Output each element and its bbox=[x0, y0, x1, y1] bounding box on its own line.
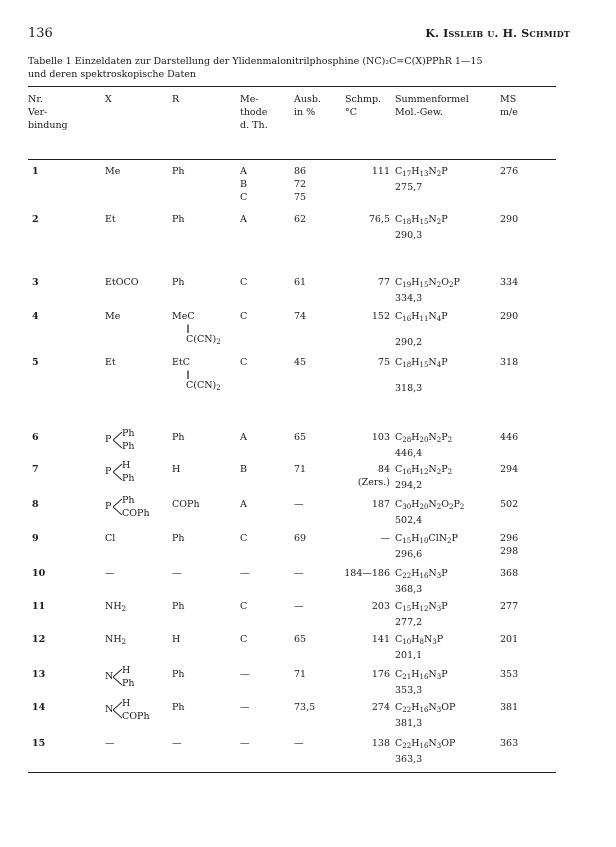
cell-line: 103 bbox=[371, 432, 390, 443]
cell-x bbox=[105, 697, 165, 723]
table-top-rule bbox=[28, 86, 556, 87]
bond-line bbox=[113, 440, 122, 448]
bond-line bbox=[113, 702, 122, 710]
cell-line: 502,4 bbox=[395, 515, 423, 526]
cell-schmp bbox=[372, 431, 390, 444]
cell-line: $C_{18}H_{15}N_4P$ bbox=[395, 357, 448, 369]
cell-ausb bbox=[294, 310, 306, 323]
cell-line: 75 bbox=[377, 357, 390, 368]
cell-line: 138 bbox=[371, 738, 390, 749]
cell-line: — bbox=[172, 738, 182, 749]
cell-line: $C(CN)_2$ bbox=[186, 334, 221, 346]
cell-me bbox=[240, 213, 247, 226]
cell-nr: 8 bbox=[32, 499, 39, 510]
cell-x: Me bbox=[105, 311, 121, 322]
cell-nr: 15 bbox=[32, 738, 46, 749]
cell-schmp bbox=[378, 356, 390, 369]
cell-line: 290,2 bbox=[395, 337, 423, 348]
cell-line: 334,3 bbox=[395, 293, 423, 304]
branch-lower: COPh bbox=[122, 508, 150, 519]
cell-schmp bbox=[372, 310, 390, 323]
cell-ms bbox=[500, 463, 518, 476]
cell-line: A bbox=[240, 166, 247, 177]
cell-line: — bbox=[294, 738, 304, 749]
cell-line: $C_{28}H_{20}N_2P_2$ bbox=[395, 432, 453, 444]
cell-ausb bbox=[294, 213, 306, 226]
cell-formel bbox=[395, 600, 448, 629]
header-nr-line: Nr. bbox=[28, 94, 43, 105]
header-rule bbox=[28, 159, 556, 160]
cell-line: — bbox=[294, 499, 304, 510]
cell-line: $C_{15}H_{10}ClN_2P$ bbox=[395, 533, 458, 545]
cell-r bbox=[172, 737, 182, 750]
cell-line: Ph bbox=[172, 601, 185, 612]
branch-upper: Ph bbox=[122, 495, 135, 506]
cell-x: Me bbox=[105, 166, 121, 177]
cell-line: B bbox=[240, 179, 247, 190]
cell-r bbox=[172, 165, 185, 178]
cell-schmp bbox=[372, 633, 390, 646]
cell-nr: 5 bbox=[32, 357, 39, 368]
cell-line: 368,3 bbox=[395, 584, 423, 595]
cell-formel bbox=[395, 737, 455, 766]
cell-line: H bbox=[172, 634, 181, 645]
cell-x bbox=[105, 494, 165, 520]
cell-formel bbox=[395, 310, 448, 349]
header-schmp-line: °C bbox=[345, 107, 358, 118]
cell-line: 74 bbox=[294, 311, 307, 322]
branch-lower: COPh bbox=[122, 711, 150, 722]
cell-line: 353 bbox=[500, 669, 519, 680]
cell-ms bbox=[500, 633, 518, 646]
cell-line: 111 bbox=[371, 166, 390, 177]
cell-line: $C_{22}H_{16}N_3P$ bbox=[395, 568, 448, 580]
cell-formel bbox=[395, 213, 448, 242]
cell-formel bbox=[395, 668, 448, 697]
bond-line bbox=[113, 499, 122, 507]
cell-formel bbox=[395, 276, 460, 305]
bond-line bbox=[113, 472, 122, 480]
cell-line: 363,3 bbox=[395, 754, 423, 765]
cell-schmp bbox=[372, 668, 390, 681]
bond-line bbox=[113, 677, 122, 685]
cell-schmp bbox=[378, 276, 390, 289]
cell-line: 65 bbox=[294, 432, 307, 443]
cell-ausb bbox=[294, 633, 306, 646]
cell-line: — bbox=[294, 601, 304, 612]
cell-nr: 3 bbox=[32, 277, 39, 288]
cell-me bbox=[240, 463, 247, 476]
cell-line: — bbox=[380, 533, 390, 544]
cell-line: 290 bbox=[500, 214, 519, 225]
cell-line: 72 bbox=[294, 179, 307, 190]
cell-nr: 9 bbox=[32, 533, 39, 544]
cell-formel bbox=[395, 567, 448, 596]
cell-line: A bbox=[240, 499, 247, 510]
cell-line: Ph bbox=[172, 166, 185, 177]
cell-ms bbox=[500, 532, 518, 558]
header-me-line: d. Th. bbox=[240, 120, 268, 131]
cell-ausb bbox=[294, 567, 304, 580]
cell-ausb bbox=[294, 668, 306, 681]
branch-atom: N bbox=[105, 704, 114, 715]
branch-lower: Ph bbox=[122, 441, 135, 452]
cell-line: 84 bbox=[377, 464, 390, 475]
cell-line: 363 bbox=[500, 738, 519, 749]
header-r-line: R bbox=[172, 94, 180, 105]
cell-nr: 11 bbox=[32, 601, 46, 612]
cell-line: 318 bbox=[500, 357, 519, 368]
header-formel-line: Mol.-Gew. bbox=[395, 107, 443, 118]
table-bottom-rule bbox=[28, 772, 556, 773]
cell-me bbox=[240, 356, 247, 369]
cell-ausb bbox=[294, 532, 306, 545]
cell-line: $C_{18}H_{15}N_2P$ bbox=[395, 214, 448, 226]
cell-ms bbox=[500, 310, 518, 323]
header-ausb-line: Ausb. bbox=[294, 94, 321, 105]
cell-line: A bbox=[240, 432, 247, 443]
cell-x: — bbox=[105, 568, 115, 579]
bond-line bbox=[113, 710, 122, 718]
cell-schmp bbox=[344, 567, 390, 580]
cell-ms bbox=[500, 165, 518, 178]
cell-r bbox=[172, 498, 200, 511]
caption-line-2: und deren spektroskopische Daten bbox=[28, 69, 197, 80]
cell-line: 71 bbox=[294, 464, 307, 475]
cell-line: $C_{16}H_{11}N_4P$ bbox=[395, 311, 448, 323]
cell-line: Ph bbox=[172, 669, 185, 680]
table-caption bbox=[28, 55, 568, 81]
cell-line: 353,3 bbox=[395, 685, 423, 696]
cell-r bbox=[172, 276, 185, 289]
cell-x bbox=[105, 427, 165, 453]
cell-line: $C_{22}H_{16}N_3OP$ bbox=[395, 702, 456, 714]
cell-x bbox=[105, 664, 165, 690]
cell-me bbox=[240, 276, 247, 289]
cell-me bbox=[240, 633, 247, 646]
cell-line: ‖ bbox=[186, 324, 190, 333]
cell-line: (Zers.) bbox=[357, 477, 390, 488]
cell-line: $C_{19}H_{15}N_2O_2P$ bbox=[395, 277, 460, 289]
cell-me bbox=[240, 310, 247, 323]
cell-r bbox=[172, 567, 182, 580]
cell-line: MeC bbox=[172, 311, 195, 322]
cell-line: 141 bbox=[371, 634, 390, 645]
cell-ms bbox=[500, 356, 518, 369]
cell-line: 277,2 bbox=[395, 617, 423, 628]
cell-nr: 13 bbox=[32, 669, 46, 680]
branch-upper: H bbox=[122, 698, 131, 709]
cell-line: A bbox=[240, 214, 247, 225]
cell-line: C bbox=[240, 277, 248, 288]
cell-line: EtC bbox=[172, 357, 191, 368]
cell-line: C bbox=[240, 357, 248, 368]
header-nr-line: Ver- bbox=[28, 107, 48, 118]
cell-line: 296,6 bbox=[395, 549, 423, 560]
cell-x bbox=[105, 459, 165, 485]
header-ausb-line: in % bbox=[294, 107, 316, 118]
cell-line: — bbox=[240, 702, 250, 713]
header-r bbox=[172, 93, 179, 106]
cell-line: B bbox=[240, 464, 247, 475]
cell-r bbox=[172, 463, 180, 476]
cell-line: $C_{15}H_{12}N_3P$ bbox=[395, 601, 448, 613]
cell-r bbox=[172, 600, 185, 613]
header-me-line: Me- bbox=[240, 94, 259, 105]
cell-me bbox=[240, 567, 250, 580]
cell-line: $C_{10}H_8N_3P$ bbox=[395, 634, 444, 646]
cell-r bbox=[172, 356, 221, 395]
cell-nr: 14 bbox=[32, 702, 46, 713]
running-head: K. Issleib u. H. Schmidt bbox=[425, 27, 570, 40]
cell-nr: 12 bbox=[32, 634, 46, 645]
cell-formel bbox=[395, 463, 452, 492]
cell-line: 446,4 bbox=[395, 448, 423, 459]
cell-me bbox=[240, 498, 247, 511]
cell-schmp bbox=[372, 701, 390, 714]
cell-line: 290,3 bbox=[395, 230, 423, 241]
cell-ms bbox=[500, 737, 518, 750]
bond-line bbox=[113, 669, 122, 677]
cell-ms bbox=[500, 701, 518, 714]
cell-line: C bbox=[240, 533, 248, 544]
caption-line-1: Tabelle 1 Einzeldaten zur Darstellung der Ylidenmalonitrilphosphine (NC)₂C=C(X)PPhR 1—15 bbox=[28, 56, 483, 67]
branch-lower: Ph bbox=[122, 473, 135, 484]
cell-nr: 1 bbox=[32, 166, 39, 177]
cell-schmp bbox=[372, 498, 390, 511]
cell-r bbox=[172, 532, 185, 545]
cell-formel bbox=[395, 633, 443, 662]
cell-line: 65 bbox=[294, 634, 307, 645]
cell-line: 203 bbox=[371, 601, 390, 612]
cell-line: — bbox=[240, 738, 250, 749]
cell-line: 318,3 bbox=[395, 383, 423, 394]
cell-line: Ph bbox=[172, 432, 185, 443]
cell-line: 502 bbox=[500, 499, 519, 510]
cell-nr: 4 bbox=[32, 311, 39, 322]
cell-line: 381,3 bbox=[395, 718, 423, 729]
cell-x: Et bbox=[105, 357, 116, 368]
cell-line: ‖ bbox=[186, 370, 190, 379]
cell-line: 69 bbox=[294, 533, 307, 544]
branch-upper: H bbox=[122, 665, 131, 676]
cell-line: 61 bbox=[294, 277, 307, 288]
bond-line bbox=[113, 432, 122, 440]
cell-line: 334 bbox=[500, 277, 519, 288]
cell-ms bbox=[500, 668, 518, 681]
branch-upper: H bbox=[122, 460, 131, 471]
page-number: 136 bbox=[28, 26, 53, 41]
cell-line: — bbox=[240, 669, 250, 680]
cell-x: — bbox=[105, 738, 115, 749]
cell-line: $C_{30}H_{20}N_2O_2P_2$ bbox=[395, 499, 465, 511]
cell-me bbox=[240, 532, 247, 545]
cell-schmp bbox=[372, 600, 390, 613]
cell-line: Ph bbox=[172, 702, 185, 713]
cell-line: Ph bbox=[172, 533, 185, 544]
cell-line: — bbox=[172, 568, 182, 579]
cell-ausb bbox=[294, 600, 304, 613]
header-ms bbox=[500, 93, 518, 119]
cell-ausb bbox=[294, 463, 306, 476]
cell-line: — bbox=[240, 568, 250, 579]
header-ms-line: m/e bbox=[500, 107, 518, 118]
bond-line bbox=[113, 464, 122, 472]
cell-line: $C(CN)_2$ bbox=[186, 380, 221, 392]
cell-line: 45 bbox=[294, 357, 307, 368]
cell-line: C bbox=[240, 192, 248, 203]
cell-x: $NH_2$ bbox=[105, 634, 127, 646]
header-me bbox=[240, 93, 268, 132]
header-ms-line: MS bbox=[500, 94, 517, 105]
cell-line: Ph bbox=[172, 277, 185, 288]
cell-line: C bbox=[240, 634, 248, 645]
cell-schmp bbox=[358, 463, 390, 489]
cell-nr: 6 bbox=[32, 432, 39, 443]
cell-schmp bbox=[372, 165, 390, 178]
header-schmp bbox=[345, 93, 381, 119]
cell-line: 276 bbox=[500, 166, 519, 177]
cell-line: 201 bbox=[500, 634, 519, 645]
cell-line: C bbox=[240, 601, 248, 612]
cell-ausb bbox=[294, 498, 304, 511]
bond-line bbox=[113, 507, 122, 515]
cell-line: 275,7 bbox=[395, 182, 423, 193]
cell-line: $C_{17}H_{13}N_2P$ bbox=[395, 166, 448, 178]
header-nr bbox=[28, 93, 68, 132]
cell-ausb bbox=[294, 165, 306, 204]
cell-x: Et bbox=[105, 214, 116, 225]
cell-r bbox=[172, 310, 221, 349]
cell-x: Cl bbox=[105, 533, 116, 544]
cell-ms bbox=[500, 213, 518, 226]
cell-formel bbox=[395, 356, 448, 395]
cell-formel bbox=[395, 532, 458, 561]
cell-me bbox=[240, 737, 250, 750]
branch-atom: P bbox=[105, 434, 112, 445]
cell-ausb bbox=[294, 356, 306, 369]
cell-line: 152 bbox=[371, 311, 390, 322]
cell-line: — bbox=[294, 568, 304, 579]
cell-ms bbox=[500, 431, 518, 444]
cell-line: 76,5 bbox=[368, 214, 390, 225]
cell-me bbox=[240, 668, 250, 681]
cell-schmp bbox=[369, 213, 390, 226]
cell-line: 298 bbox=[500, 546, 519, 557]
cell-me bbox=[240, 600, 247, 613]
cell-r bbox=[172, 213, 185, 226]
cell-schmp bbox=[381, 532, 391, 545]
cell-line: 75 bbox=[294, 192, 307, 203]
cell-line: Ph bbox=[172, 214, 185, 225]
cell-line: 62 bbox=[294, 214, 307, 225]
cell-me bbox=[240, 701, 250, 714]
cell-formel bbox=[395, 431, 452, 460]
cell-line: 73,5 bbox=[294, 702, 316, 713]
cell-line: 187 bbox=[371, 499, 390, 510]
cell-line: 201,1 bbox=[395, 650, 423, 661]
branch-atom: P bbox=[105, 466, 112, 477]
cell-line: 290 bbox=[500, 311, 519, 322]
cell-x: $NH_2$ bbox=[105, 601, 127, 613]
cell-line: 294,2 bbox=[395, 480, 423, 491]
header-formel-line: Summenformel bbox=[395, 94, 469, 105]
cell-schmp bbox=[372, 737, 390, 750]
header-x bbox=[105, 93, 112, 106]
cell-formel bbox=[395, 701, 455, 730]
header-me-line: thode bbox=[240, 107, 268, 118]
header-x-line: X bbox=[105, 94, 112, 105]
cell-r bbox=[172, 701, 185, 714]
cell-ausb bbox=[294, 431, 306, 444]
cell-line: C bbox=[240, 311, 248, 322]
cell-r bbox=[172, 668, 185, 681]
cell-line: H bbox=[172, 464, 181, 475]
header-schmp-line: Schmp. bbox=[345, 94, 382, 105]
cell-line: 368 bbox=[500, 568, 519, 579]
header-nr-line: bindung bbox=[28, 120, 68, 131]
cell-formel bbox=[395, 498, 464, 527]
cell-line: $C_{22}H_{16}N_3OP$ bbox=[395, 738, 456, 750]
cell-line: 296 bbox=[500, 533, 519, 544]
cell-line: 86 bbox=[294, 166, 307, 177]
cell-line: 294 bbox=[500, 464, 519, 475]
cell-line: 71 bbox=[294, 669, 307, 680]
cell-line: 176 bbox=[371, 669, 390, 680]
cell-line: $C_{16}H_{12}N_2P_2$ bbox=[395, 464, 453, 476]
cell-nr: 2 bbox=[32, 214, 39, 225]
cell-line: 277 bbox=[500, 601, 519, 612]
cell-r bbox=[172, 431, 185, 444]
cell-line: 184—186 bbox=[344, 568, 390, 579]
header-formel bbox=[395, 93, 469, 119]
cell-r bbox=[172, 633, 180, 646]
cell-line: COPh bbox=[172, 499, 200, 510]
cell-formel bbox=[395, 165, 448, 194]
cell-ms bbox=[500, 567, 518, 580]
cell-line: 274 bbox=[371, 702, 390, 713]
header-ausb bbox=[294, 93, 321, 119]
cell-ms bbox=[500, 276, 518, 289]
cell-line: 446 bbox=[500, 432, 519, 443]
cell-ausb bbox=[294, 737, 304, 750]
cell-line: 381 bbox=[500, 702, 519, 713]
branch-atom: N bbox=[105, 671, 114, 682]
cell-line: $C_{21}H_{16}N_3P$ bbox=[395, 669, 448, 681]
branch-upper: Ph bbox=[122, 428, 135, 439]
cell-nr: 10 bbox=[32, 568, 46, 579]
cell-ausb bbox=[294, 701, 315, 714]
cell-me bbox=[240, 431, 247, 444]
cell-ausb bbox=[294, 276, 306, 289]
cell-ms bbox=[500, 600, 518, 613]
cell-x: EtOCO bbox=[105, 277, 139, 288]
cell-ms bbox=[500, 498, 518, 511]
cell-line: 77 bbox=[377, 277, 390, 288]
cell-nr: 7 bbox=[32, 464, 39, 475]
branch-atom: P bbox=[105, 501, 112, 512]
branch-lower: Ph bbox=[122, 678, 135, 689]
cell-me bbox=[240, 165, 247, 204]
